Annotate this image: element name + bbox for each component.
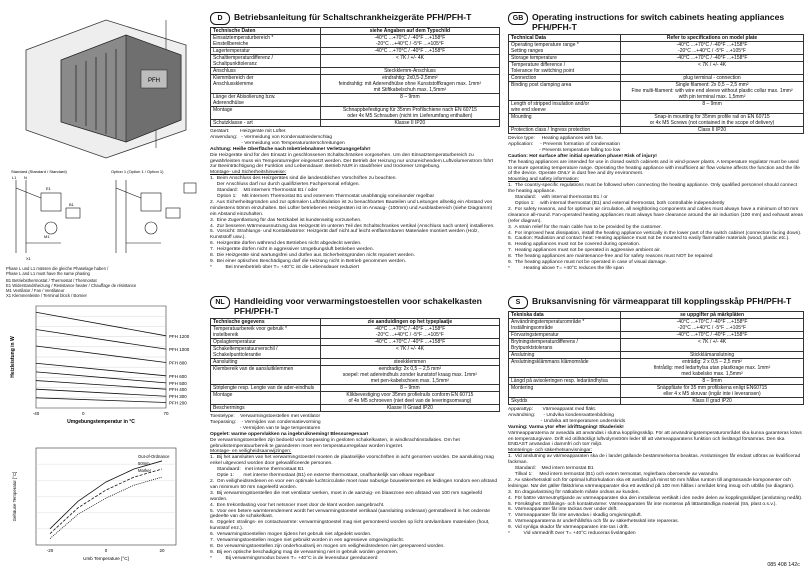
spec-value: -40°C ...+70°C / -40°F ...+158°F -20°C ...+40°C / -5°F ...+105°F: [320, 35, 499, 48]
spec-row: [509, 55, 804, 62]
body-paragraph: Optie 1: met interne thermostaat (B1) en externe thermostaat, onafhankelijk van elkaar regelbaar: [210, 473, 435, 479]
spec-label: Temperature difference / Tolerance for switching point: [509, 62, 621, 75]
spec-table: [210, 318, 500, 412]
body-paragraph: Standard: with internal thermostat B1 / or: [508, 195, 608, 201]
body-paragraph: 1. Beim Anschluss des Heizgerätes sind die landesüblichen Vorschriften zu beachten.: [210, 176, 397, 182]
spec-row: [211, 346, 500, 359]
series-line: [50, 477, 162, 538]
section-title: Bruksanvisning för värmeapparat till kopplingsskåp PFH/PFH-T: [532, 296, 792, 306]
legend-item: M1 Ventilator / Fan / Ventilateur: [6, 288, 65, 293]
series-line: [36, 398, 166, 403]
body-paragraph: 5. Voor een betere warmterendement wordt het verwarmingstoestel vertikaal (aansluiting onderaan) geïnstalleerd in het onderste gedeelte van de schakelkast.: [210, 508, 492, 520]
spec-label: Protection class / Ingress protection: [509, 127, 621, 134]
series-label: PFH 500: [169, 380, 187, 386]
wiring-label-b1: B1: [69, 202, 74, 207]
product-illustration: [6, 10, 206, 160]
spec-row: [211, 392, 500, 405]
heating-power-chart-svg: [6, 298, 206, 428]
body-paragraph: Anwendung: - Vermeidung von Kondensatniederschlag: [210, 134, 333, 140]
body-paragraph: Toepassing: - Vermijden van condensatievorming: [210, 419, 321, 425]
wiring-note-1: Phase L und L1 müssen die gleiche Phaselage haben /: [6, 266, 109, 271]
instructions-body: [210, 129, 500, 271]
section-de: [210, 12, 500, 287]
language-badge: D: [210, 12, 230, 25]
wiring-standard-label: Standard (Standard / Standard): [11, 169, 67, 174]
spec-row: [509, 101, 804, 114]
document-code: 085 408 142c: [767, 562, 800, 568]
body-paragraph: 9. Vid synliga skador får värmeapparaten inte tas i drift.: [508, 525, 629, 531]
spec-value: -40°C ...+70°C / -40°F ...+158°F -20°C ...+40°C / -5°F ...+105°F: [621, 319, 804, 332]
spec-label: Length of stripped insulation and/or wire end sleeve: [509, 101, 621, 114]
spec-label: Technische Daten: [211, 28, 321, 35]
spec-label: Storage temperature: [509, 55, 621, 62]
x-axis-label: Umgebungstemperatur in °C: [67, 419, 135, 425]
spec-label: Einsatztemperaturbereich * Einstellbereiche: [211, 35, 321, 48]
spec-row: [211, 120, 500, 127]
wiring-label-x1: X1: [26, 256, 31, 261]
spec-value: se uppgifter på märkplåten: [621, 312, 804, 319]
legend-item: X1 Klemmenleiste / Terminal block / Bornier: [6, 293, 87, 298]
temperature-curve-chart-svg: [6, 440, 206, 565]
section-title: Handleiding voor verwarmingstoestellen voor schakelkasten PFH/PFH-T: [234, 296, 482, 316]
body-paragraph: 1. Bij het aansluiten van het verwarmingstoestel moeten de plaatselijke voorschriften in acht genomen worden. De aansluiting mag enkel uitgevoerd worden door gekwalificeerde personen.: [210, 455, 496, 467]
spec-label: Striplengte resp. Lengte van de ader-eindhuls: [211, 385, 321, 392]
series-label: PFH 200: [169, 400, 187, 406]
body-paragraph: 8. De verwarmingstoestellen zijn onderhoudsvrij en mogen om veiligheidsredenen niet gerepareerd worden.: [210, 543, 445, 549]
spec-row: [509, 75, 804, 82]
spec-value: Refer to specifications on model plate: [621, 35, 804, 42]
body-paragraph: Gerätart: Heizgeräte mit Lüfter.: [210, 129, 287, 134]
body-paragraph: - Vermeidung von Temperaturunterschreitungen: [210, 140, 345, 146]
body-paragraph: Option 1: Mit internem Thermostat B1 und externem Thermostat unabhängig voneinander regelbar: [210, 193, 435, 199]
spec-row: [211, 68, 500, 75]
spec-label: Montage: [211, 392, 321, 405]
spec-label: Schakeltemperatuurverschil / Schakelpunttolerantie: [211, 346, 321, 359]
body-paragraph: 7. Värmeapparater får inte användas i skadlig omgivningsluft.: [508, 513, 643, 519]
spec-value: zie aanduidingen op het typeplaatje: [320, 319, 499, 326]
spec-row: [211, 359, 500, 366]
spec-row: [211, 366, 500, 385]
spec-value: eindrahtig: 2x0,5-2,5mm² feindrahtig: mit Aderendhülse ohne Kunststoffkragen max. 1mm² mit Stiftkabelschuh max. 1,5mm²: [320, 75, 499, 94]
spec-label: Technical Data: [509, 35, 621, 42]
spec-row: [211, 326, 500, 339]
x-tick-label: 20: [159, 548, 165, 553]
spec-row: [211, 107, 500, 120]
body-paragraph: 9. Bij een optische beschadiging mag de verwarming niet in gebruik worden genomen.: [210, 549, 399, 555]
spec-value: eendradig: 2x 0,5 – 2,5 mm² soepel: met adereindhuls zonder kunststof kraag max. 1mm² met pen-kabelschoen max. 1,5mm²: [320, 366, 499, 385]
spec-row: [211, 339, 500, 346]
body-paragraph: 7. Verwarmingstoestellen mogen niet gebruikt worden in een agressieve omgevingslucht.: [210, 538, 405, 544]
spec-value: 8 – 9mm: [320, 385, 499, 392]
body-paragraph: * Bij verwarmingsmodus boven T= +40°C is de levensduur gereduceerd: [210, 555, 378, 561]
body-paragraph: Montage- en veiligheidsaanwijzingen:: [210, 449, 292, 455]
body-paragraph: Tillval 1: Med intern termostat (B1) och extern termostat, reglerbara oberoende av varandra: [508, 471, 718, 477]
body-paragraph: Device type: Heating appliances with fan.: [508, 136, 603, 141]
spec-label: Brytningstemperaturdifferens / Brytpunktstolerans: [509, 339, 621, 352]
body-paragraph: 3. Bij verwarmingstoestellen die met ventilator werken, moet in de aanzuig- en blaaszone een afstand van 100 mm nageleefd worden.: [210, 490, 484, 502]
spec-label: Klembereik van de aansluitklemmen: [211, 366, 321, 385]
spec-label: Binding post clamping area: [509, 82, 621, 101]
spec-value: -40°C ...+70°C / -40°F ...+158°F: [621, 332, 804, 339]
spec-label: Klemmbereich der Anschlussklemme: [211, 75, 321, 94]
temperature-curve-chart: [6, 440, 206, 565]
spec-label: Beschermings: [211, 405, 321, 412]
series-line: [36, 346, 166, 362]
x-tick-label: 0: [104, 548, 108, 553]
body-paragraph: 6. Värmeapparater får inte täckas över under drift.: [508, 507, 618, 513]
legend-item: E1 Widerstandsheizung / Resistance heater / Chauffage de résistance: [6, 283, 137, 288]
body-paragraph: 5. Vorsicht: Strahlungs- und Kontaktwärme: Heizgerät darf nicht auf leicht entflammbaren Materialen montiert werden (Holz, Kunststoff usw.).: [210, 229, 481, 241]
body-paragraph: 4. För bättre värmeutnyttjande av värmeapparaten ska den installeras vertikalt i den nedre delen av kopplingsskåpet (anslutning nedåt).: [508, 495, 803, 501]
series-label: PFH 400: [169, 387, 187, 393]
series-label: PFH 1200: [169, 333, 190, 339]
spec-table: [508, 34, 804, 134]
spec-row: [509, 332, 804, 339]
body-paragraph: 3. Eine Zugentlastung für das Netzkabel ist kundenseitig vorzusehen.: [210, 217, 362, 223]
body-paragraph: Opgelet: warme oppervlakken na ingebruikneming! Blessuregevaar!: [210, 431, 369, 437]
wiring-label-n: N: [24, 175, 27, 180]
spec-row: [509, 352, 804, 359]
spec-label: Montage: [211, 107, 321, 120]
spec-row: [509, 339, 804, 352]
spec-value: -40°C ...+70°C / -40°F ...+158°F: [320, 48, 499, 55]
instructions-body: [508, 407, 804, 537]
body-paragraph: 2. For safety reasons, and for optimum air circulation, all neighboring components and cables must always have a minimum of 50 mm clearance all-round. Fan-operated heating appliances must always have clearance around the air induction (100 mm) and exhaust areas (refer diagram).: [508, 206, 805, 224]
language-badge: NL: [210, 296, 230, 309]
spec-row: [211, 319, 500, 326]
body-paragraph: 8. Die Heizgeräte sind wartungsfrei und dürfen aus Sicherheitsgründen nicht repariert werden.: [210, 253, 415, 259]
body-paragraph: Die Heizgeräte sind für den Einsatz in geschlossenen Schaltschränken vorgesehen. Um den Einsatztemperaturbereich zu gewährleisten muss ein Temperaturregler eingesetzt werden. Der Betrieb der Heizung nur unzureichendem Luftvolumenstrom führt zur Beeinträchtigung der Funktion und Lebensdauer. Betrieb NUR in staubfreier und trockener Umgebung.: [210, 152, 495, 170]
spec-row: [509, 359, 804, 378]
spec-value: Snäppfäste för 35 mm profilskena enligt EN60715 eller 4 x M5 skruvar (ingår inte i leveransen): [621, 385, 804, 398]
spec-row: [509, 312, 804, 319]
body-paragraph: 3. A strain relief for the main cable has to be provided by the customer.: [508, 224, 662, 230]
legend-label: Marker: [138, 468, 152, 473]
body-paragraph: 2. Aus Sicherheitsgründen und zur optimalen Luftzirkulation ist zu benachbarten Bauteilen und Leitungen allseitig ein Abstand von mindestens 50mm einzuhalten. Bei Lüfter betriebenen Heizgeräten ist im Ansaug- (100mm) und Ausblasbereich (siehe Diagramm) ein Abstand einzuhalten.: [210, 199, 494, 217]
spec-row: [509, 319, 804, 332]
spec-row: [211, 28, 500, 35]
y-axis-label: Heizleistung in W: [10, 336, 16, 378]
x-axis-label: Umb Temperature [°C]: [83, 556, 129, 561]
body-paragraph: Caution: Hot surface after initial operation phase! Risk of injury!: [508, 153, 657, 159]
spec-value: siehe Angaben auf dem Typschild: [320, 28, 499, 35]
spec-value: Steckklemm-Anschluss: [320, 68, 499, 75]
spec-value: < 7K / +/- 4K: [621, 339, 804, 352]
spec-label: Anslutningsklämmans klämområde: [509, 359, 621, 378]
spec-row: [509, 385, 804, 398]
spec-label: Anschluss: [211, 68, 321, 75]
body-paragraph: Application: - Prevents formation of condensation: [508, 141, 621, 147]
spec-label: Operating temperature range * Setting ranges: [509, 42, 621, 55]
body-paragraph: 6. Heizgeräte dürfen während des Betriebes nicht abgedeckt werden.: [210, 241, 362, 247]
spec-label: Tekniska data: [509, 312, 621, 319]
spec-value: entrådig: 2 x 0,5 – 2,5 mm² fintrådig: med ledarhylsa utan plastkrage max. 1mm² med kabelsko max. 1,5mm²: [621, 359, 804, 378]
body-paragraph: Standard: Mit internem Thermostat B1 / oder: [210, 188, 318, 194]
spec-value: Class II IP20: [621, 127, 804, 134]
body-paragraph: 3. En dragavlastning för nätkabeln måste ordnas av kunden.: [508, 489, 640, 495]
body-paragraph: Toestelype: Verwarmingstoestellen met ventilator: [210, 414, 321, 419]
legend-item: B1 Betriebsthermostat / Thermostat / Thermostat: [6, 278, 97, 283]
wiring-label-l1: L1: [12, 175, 17, 180]
body-paragraph: 6. Heating appliances must not be covered during operation.: [508, 242, 641, 248]
legend-label: 50mm: [138, 461, 150, 466]
body-paragraph: 8. The heating appliances are maintenance-free and for safety reasons must NOT be repaired: [508, 254, 713, 260]
body-paragraph: - Undvika att temperaturen underskrids: [508, 418, 626, 424]
x-tick-label: -20: [46, 548, 54, 553]
body-paragraph: Option 1: with internal thermostat (B1) and external thermostat, both controllable independently: [508, 200, 725, 206]
spec-value: Klasse II IP20: [320, 120, 499, 127]
spec-value: steekklemmen: [320, 359, 499, 366]
series-label: PFH 1000: [169, 347, 190, 353]
series-line: [36, 389, 166, 396]
section-title: Betriebsanleitung für Schaltschrankheizgeräte PFH/PFH-T: [234, 12, 472, 22]
body-paragraph: Standaard: met interne thermostaat B1: [210, 467, 304, 473]
spec-value: Single filament: 2x 0,5 – 2,5 mm² Fine multi-filament: with wire end sleeve without plastic collar max. 1mm² with pin terminal max. 1,5mm²: [621, 82, 804, 101]
spec-label: Skydds: [509, 398, 621, 405]
spec-label: Opslagtemperatuur: [211, 339, 321, 346]
body-paragraph: 2. Om veiligheidsredenen en voor een optimale luchtcirculatie moet naar naburige bouwelementen en leidingen rondom een afstand van minimum 50 mm nageleefd worden.: [210, 478, 499, 490]
body-paragraph: Montage- und Sicherheitshinweise:: [210, 170, 287, 176]
spec-value: 8 – 9mm: [320, 94, 499, 107]
body-paragraph: 7. Heating appliances must not be operated in aggressive ambient air.: [508, 248, 661, 254]
spec-value: -40°C ...+70°C / -40°F ...+158°F -20°C ...+40°C / -5°F ...+105°F: [621, 42, 804, 55]
body-paragraph: Achtung: Heiße Oberfläche nach Inbetriebnahme! Verletzungsgefahr!: [210, 146, 371, 152]
body-paragraph: 2. Av säkerhetsskäl och för optimal luftcirkulation ska ett avstånd på minst 50 mm hållas runtom till angränsande komponenter och ledningar. När det gäller fläktdrivna värmeapparater ska ett avstånd på 100 mm hållas i området kring insug och utblås (se diagram).: [508, 477, 795, 489]
spec-label: Montering: [509, 385, 621, 398]
spec-row: [509, 35, 804, 42]
series-line: [36, 381, 166, 390]
body-paragraph: Monterings- och säkerhetsanvisningar:: [508, 448, 592, 454]
x-tick-label: 70: [163, 411, 169, 416]
spec-row: [509, 114, 804, 127]
wiring-option-label: Option 1 (Option 1 / Option 1): [111, 169, 164, 174]
spec-row: [509, 398, 804, 405]
section-nl: [210, 296, 500, 568]
spec-value: plug terminal - connection: [621, 75, 804, 82]
body-paragraph: * Bei Innenbetrieb über T= +40°C ist die Lebensdauer reduziert: [210, 264, 359, 270]
series-label: PFH 600: [169, 373, 187, 379]
spec-row: [211, 48, 500, 55]
body-paragraph: 9. Bei einer optischen Beschädigung darf die Heizung nicht in Betrieb genommen werden.: [210, 258, 407, 264]
body-paragraph: 9. The heating appliance must not be operated in case of visual damage.: [508, 260, 667, 266]
body-paragraph: Standard: Med intern termostat B1: [508, 466, 594, 472]
spec-label: Förvaringstemperatur: [509, 332, 621, 339]
body-paragraph: Användning: - Undvika kondensvattenbildning: [508, 412, 615, 418]
body-paragraph: 7. Heizgeräte dürfen nicht in aggressiver Umgebungsluft betrieben werden.: [210, 247, 374, 253]
spec-label: Connection: [509, 75, 621, 82]
spec-value: -40°C ...+70°C / -40°F ...+158°F -20°C ...+40°C / -5°F ...+105°F: [320, 326, 499, 339]
body-paragraph: * Heating above T= +40°C reduces the life span: [508, 265, 624, 271]
body-paragraph: - Prevents temperature falling too low: [508, 147, 621, 153]
instructions-body: [210, 414, 500, 562]
spec-row: [509, 378, 804, 385]
section-s: [508, 296, 804, 558]
spec-value: < 7K / +/- 4K: [320, 346, 499, 359]
spec-value: Klasse II Graad IP20: [320, 405, 499, 412]
spec-value: Stickklämanslutning: [621, 352, 804, 359]
section-title: Operating instructions for switch cabinets heating appliances PFH/PFH-T: [532, 12, 785, 32]
body-paragraph: 6. Opgelet: stralings- en contactwarmte: verwarmingstoestel mag niet gemonteerd worden op licht ontvlambare materialen (hout, kunststof enz.).: [210, 520, 491, 532]
spec-value: -40°C ...+70°C / -40°F ...+158°F: [621, 55, 804, 62]
spec-label: Mounting: [509, 114, 621, 127]
spec-row: [509, 127, 804, 134]
spec-row: [211, 35, 500, 48]
spec-row: [509, 82, 804, 101]
spec-row: [509, 62, 804, 75]
spec-value: Schnappbefestigung für 35mm Profilschiene nach EN 60715 oder 4x M5 Schrauben (nicht im Lieferumfang enthalten): [320, 107, 499, 120]
body-paragraph: 5. Försiktighet: Strålnings- och kontaktvärme: Värmeapparaten får inte monteras på lättantändliga material (trä, plast o.s.v.).: [508, 501, 777, 507]
spec-value: 8 – 9mm: [621, 101, 804, 114]
body-paragraph: * Vid värmedrift över T= +40°C reduceras livslängden: [508, 531, 636, 537]
spec-row: [211, 55, 500, 68]
spec-value: < 7K / +/- 4K: [621, 62, 804, 75]
spec-table: [210, 27, 500, 127]
body-paragraph: - Vermijden van te lage temperaturen: [210, 425, 321, 431]
spec-row: [211, 94, 500, 107]
spec-label: Användningstemperaturområde * Inställningsområde: [509, 319, 621, 332]
spec-label: Länge der Abisolierung bzw. Aderendhülse: [211, 94, 321, 107]
body-paragraph: 4. Een trekontlasting voor het netsnoer moet door de klant worden aangebracht.: [210, 502, 385, 508]
spec-value: Snap-in mounting for 35mm profile rail on EN 60715 or 4x M5 Screws (not contained in the scope of delivery): [621, 114, 804, 127]
spec-label: Technische gegevens: [211, 319, 321, 326]
spec-label: Längd på avisoleringen resp. ledarändhylsa: [509, 378, 621, 385]
spec-value: Klikbevestiging voor 35mm profielrails conform EN 60715 of 4x M5 schroeven (niet deel van de leveringsomvang): [320, 392, 499, 405]
body-paragraph: Der Anschluss darf nur durch qualifiziertes Fachpersonal erfolgen.: [210, 182, 360, 188]
body-paragraph: De verwarmingstoestellen zijn bedoeld voor toepassing in gesloten schakelkasten, in windkrachtinstallaties. Om het gebruikstemperatuurbereik te garanderen moet een temperatuurregelaar worden ingezet.: [210, 437, 462, 449]
spec-label: Schutzklasse - art: [211, 120, 321, 127]
body-paragraph: 6. Verwarmingstoestellen mogen tijdens het gebruik niet afgedekt worden.: [210, 532, 372, 538]
instructions-body: [508, 136, 804, 272]
spec-value: < 7K / +/- 4K: [320, 55, 499, 68]
x-tick-label: -40: [32, 411, 40, 416]
spec-row: [211, 75, 500, 94]
spec-row: [211, 385, 500, 392]
spec-table: [508, 311, 804, 405]
body-paragraph: The heating appliances are intended for use in closed switch cabinets and in wind-power plants. A temperature regulator must be used to ensure operating temperature range. Operating the heating appliance with insufficient air flow volume affects the function and the life of the device. Operate ONLY in dust free and dry environment.: [508, 159, 802, 177]
wiring-label-e1: E1: [46, 186, 51, 191]
spec-label: Temperatuurbereik voor gebruik * instelbereik: [211, 326, 321, 339]
language-badge: GB: [508, 12, 528, 25]
spec-value: -40°C ...+70°C / -40°F ...+158°F: [320, 339, 499, 346]
spec-value: Klass II grad IP20: [621, 398, 804, 405]
body-paragraph: 1. The country-specific regulations must be followed when connecting the heating appliance. Only qualified personnel should connect the heating appliance.: [508, 183, 799, 195]
body-paragraph: 5. Caution: Radiation and contact heat: Heating appliance must not be mounted to easily flammable materials (wood, plastic etc.).: [508, 236, 790, 242]
body-paragraph: Apparattyp: Värmeapparat med fläkt.: [508, 407, 597, 412]
spec-value: 8 – 9mm: [621, 378, 804, 385]
spec-row: [211, 405, 500, 412]
wiring-note-2: Phase L and L1 must have the same phasing: [6, 271, 90, 276]
section-gb: [508, 12, 804, 287]
body-paragraph: 8. Värmeapparaterna är underhållsfria och får av säkerhetsskäl inte repareras.: [508, 519, 679, 525]
y-axis-label: Gehäuse Temperatur [°C]: [12, 471, 17, 522]
heating-power-chart: [6, 298, 206, 428]
wiring-diagrams: [6, 168, 206, 298]
spec-label: Anslutning: [509, 352, 621, 359]
body-paragraph: Värmeapparaterna är avsedda att användas i slutna kopplingsskåp. För att användningstemperaturområdet ska kunna garanteras krävs en temperaturgivare. Drift vid otillräckligt luftvolymström leder till att värmeapparatens funktion och livslängd försämras. Den ska ENDAST användas i dammfri och torr miljö.: [508, 430, 804, 448]
body-paragraph: 1. Vid anslutning av värmeapparaten ska de i landet gällande bestämmelserna beaktas. Anslutningen får endast utföras av kvalificerad fackman.: [508, 454, 802, 466]
body-paragraph: Mounting and safety information:: [508, 177, 579, 183]
series-label: PFH 800: [169, 360, 187, 366]
body-paragraph: Varning: Varma ytor efter idrifttagning! Skaderisk!: [508, 424, 624, 430]
spec-label: Aansluiting: [211, 359, 321, 366]
body-paragraph: 4. For improved heat dissipation, install the heating appliance vertically in the lower part of the switch cabinet (connection facing down).: [508, 230, 802, 236]
svg-text:PFH: PFH: [148, 78, 160, 84]
legend-label: Out-of-Ordnance: [138, 454, 170, 459]
spec-row: [509, 42, 804, 55]
wiring-label-m1: M1: [44, 234, 50, 239]
x-tick-label: 0: [82, 411, 85, 416]
series-label: PFH 300: [169, 394, 187, 400]
spec-label: Lagertemperatur: [211, 48, 321, 55]
body-paragraph: 4. Zur besseren Wärmeausnutzung das Heizgerät im unteren Teil des Schaltschrankes vertikal (Anschluss nach unten) installieren.: [210, 223, 495, 229]
language-badge: S: [508, 296, 528, 309]
spec-label: Schalttemperaturdifferenz / Schaltpunkttoleranz: [211, 55, 321, 68]
